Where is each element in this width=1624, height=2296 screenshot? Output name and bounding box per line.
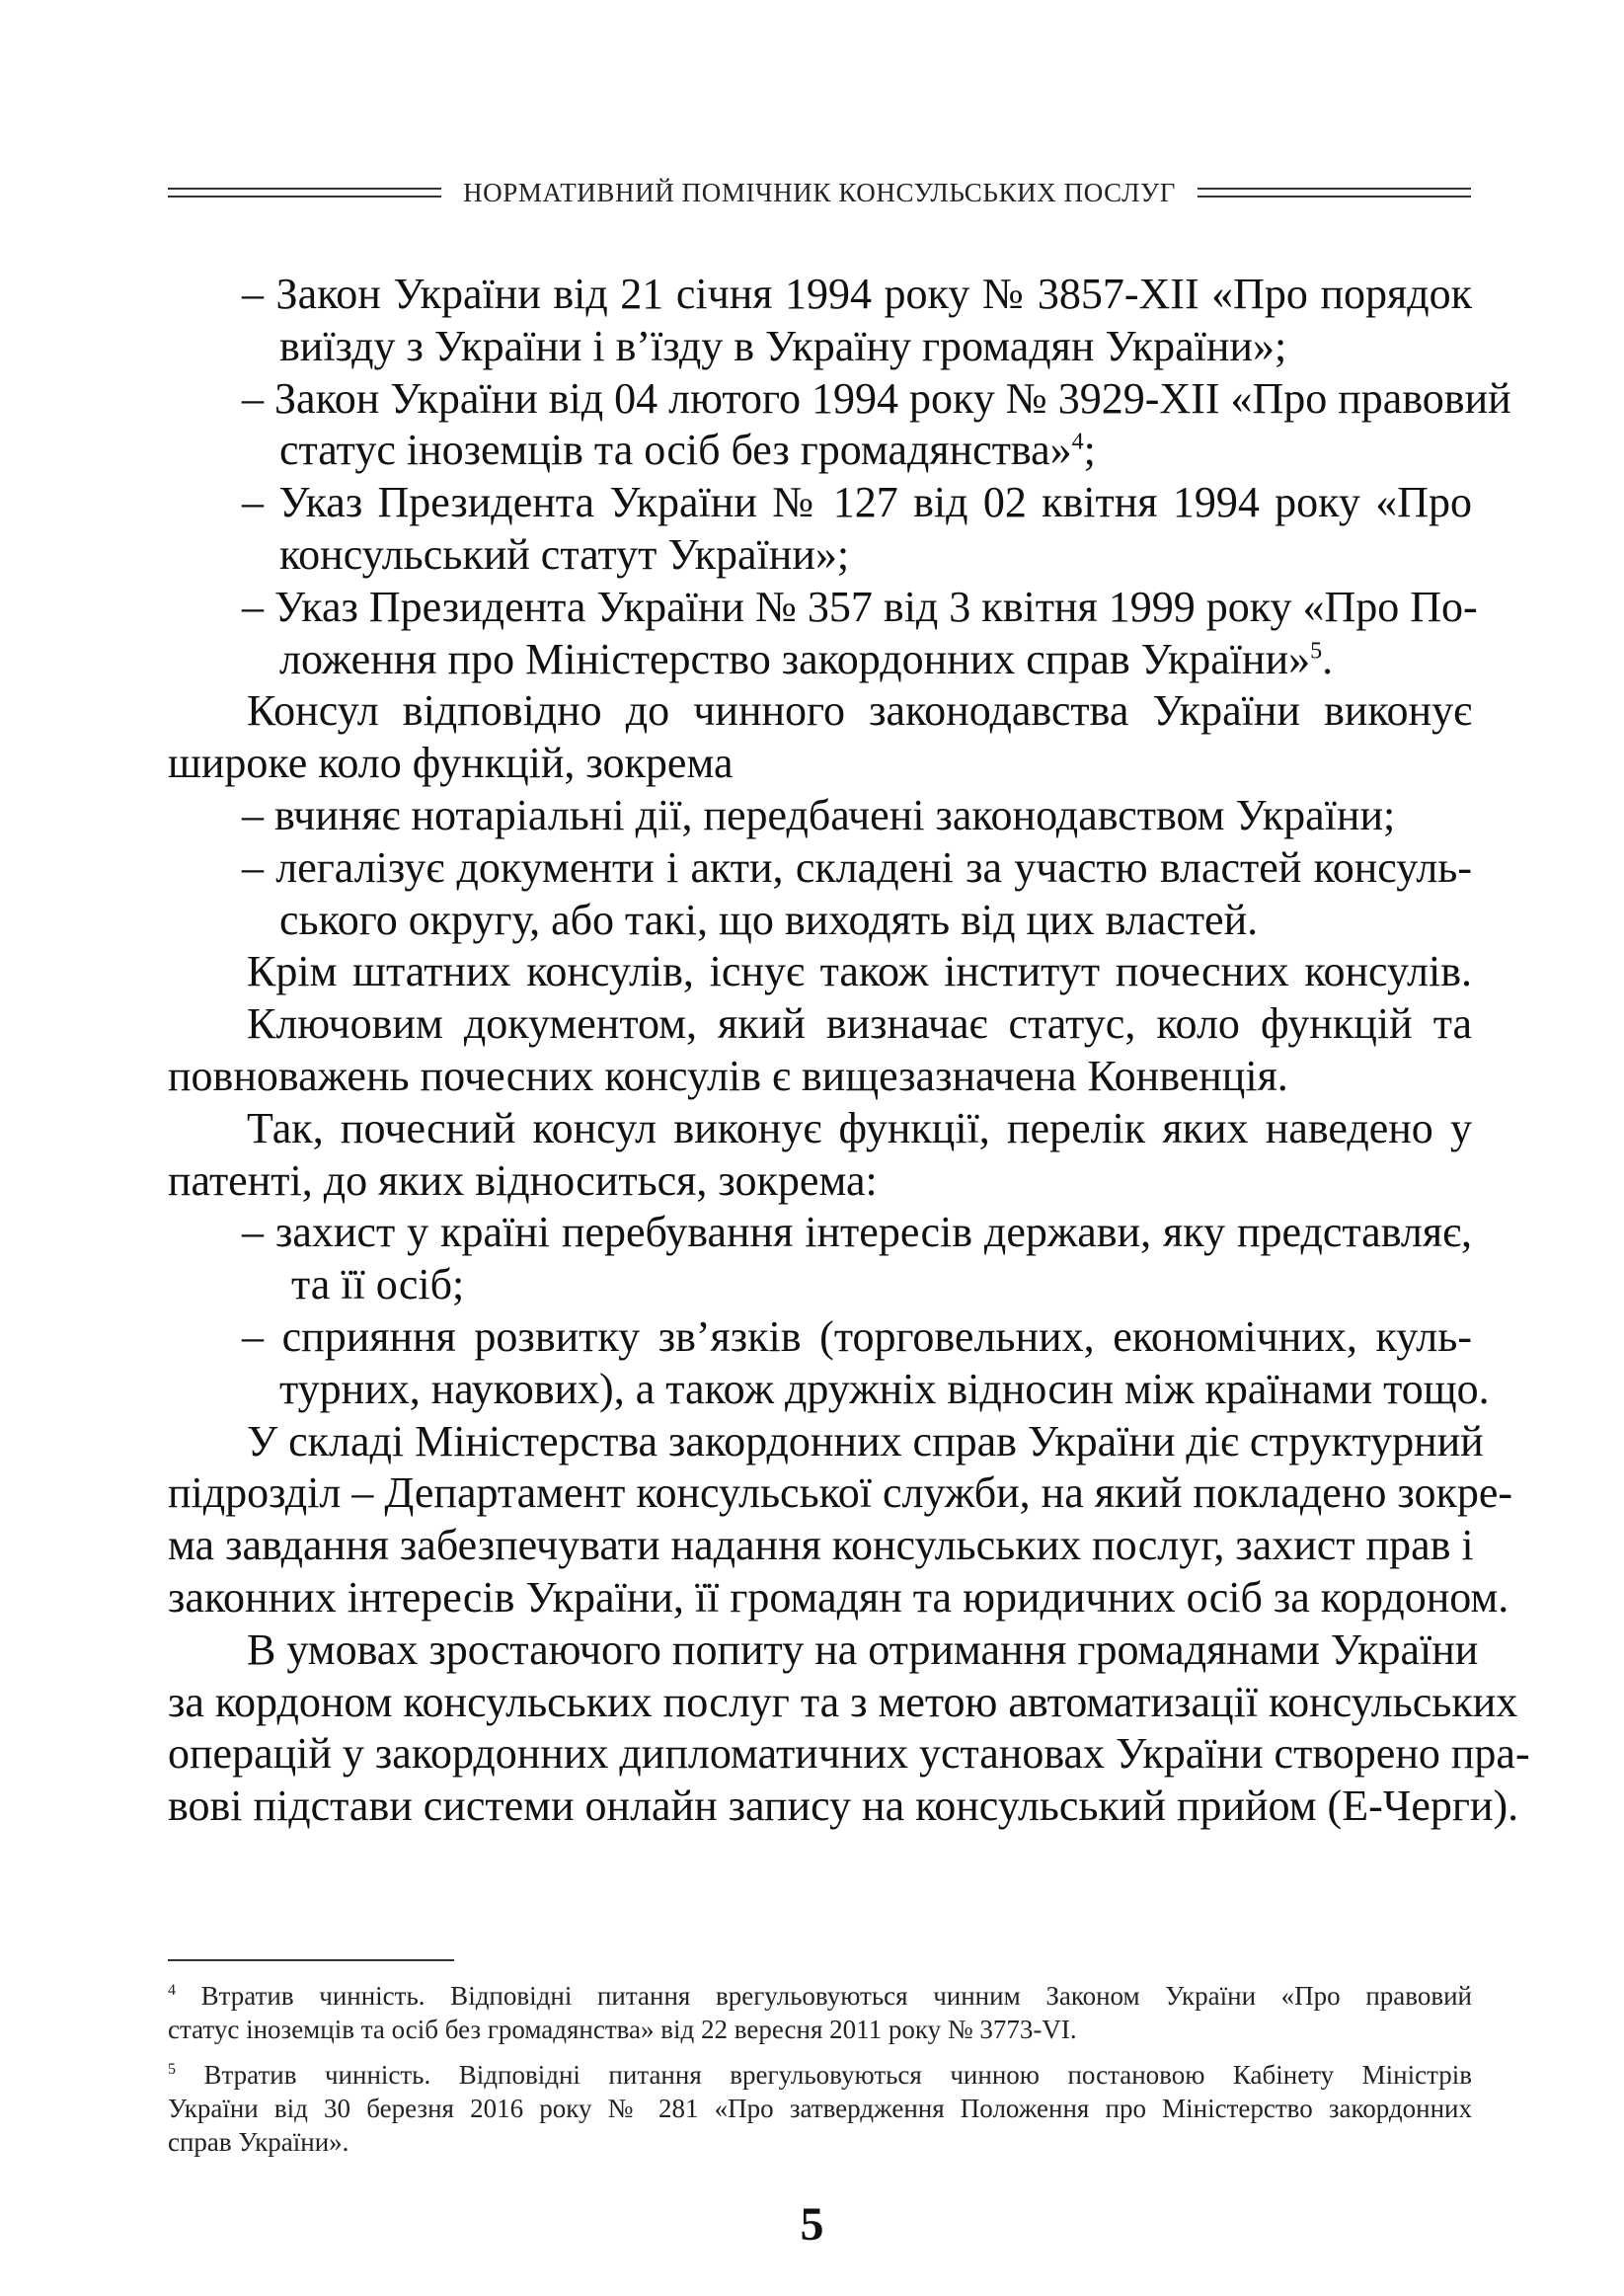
header-title: НОРМАТИВНИЙ ПОМІЧНИК КОНСУЛЬСЬКИХ ПОСЛУГ — [463, 177, 1176, 207]
list-item-text: ського округу, або такі, що виходять від цих властей. — [279, 895, 1259, 944]
footnote-mark: 5 — [168, 2061, 176, 2078]
list-item-text-tail: ; — [1083, 426, 1096, 475]
paragraph-line: підрозділ – Департамент консульської служби, на який покладено зокре- — [168, 1468, 1513, 1518]
paragraph-line: В умовах зростаючого попиту на отримання громадянами України — [247, 1624, 1479, 1674]
footnote-line — [168, 2058, 1472, 2092]
footnotes — [168, 1979, 1472, 2159]
paragraph-line: операцій у закордонних дипломатичних установах України створено пра- — [168, 1729, 1530, 1779]
list-item-text: виїзду з України і в’їзду в Україну громадян України»; — [279, 321, 1287, 370]
footnote-text: Втратив чинність. Відповідні питання врегульовуються чинним Законом України «Про правовий — [176, 1981, 1472, 2011]
list-item-text: турних, наукових), а також дружніх відносин між країнами тощо. — [279, 1364, 1490, 1413]
list-item-text: консульський статут України»; — [279, 529, 850, 579]
paragraph-line: широке коло функцій, зокрема — [168, 739, 734, 788]
footnote-line: справ України». — [168, 2127, 349, 2157]
list-item-text: – Указ Президента України № 357 від 3 квітня 1999 року «Про По- — [242, 582, 1478, 631]
paragraph-line: вові підстави системи онлайн запису на консульський прийом (Е-Черги). — [168, 1781, 1519, 1831]
list-item-text: – сприяння розвитку зв’язків (торговельних, економічних, куль- — [242, 1311, 1472, 1361]
paragraph-line: Ключовим документом, який визначає статус, коло функцій та — [247, 999, 1472, 1049]
list-item-text: – захист у країні перебування інтересів держави, яку представляє, — [242, 1208, 1472, 1257]
paragraph-line: Так, почесний консул виконує функції, перелік яких наведено у — [247, 1103, 1472, 1152]
paragraph-line: У складі Міністерства закордонних справ України діє структурний — [247, 1416, 1484, 1465]
footnote-text: Втратив чинність. Відповідні питання врегульовуються чинною постановою Кабінету Міністрів — [176, 2060, 1472, 2090]
running-header — [168, 178, 1471, 207]
footnote-line — [168, 1979, 1472, 2013]
list-item-text-tail: . — [1322, 634, 1334, 683]
list-item-text — [168, 634, 1472, 686]
list-item-text: – легалізує документи і акти, складені за участю властей консуль- — [242, 842, 1472, 892]
header-rule-right — [1198, 188, 1471, 198]
list-item-text: – Указ Президента України № 127 від 02 квітня 1994 року «Про — [242, 478, 1472, 527]
list-item-text — [168, 425, 1472, 477]
list-item-text: – Закон України від 21 січня 1994 року № 3857-XII «Про порядок — [242, 270, 1472, 318]
paragraph-line: повноважень почесних консулів є вищезазначена Конвенція. — [168, 1051, 1288, 1100]
page-number: 5 — [800, 2198, 824, 2251]
footnote-line: статус іноземців та осіб без громадянства» від 22 вересня 2011 року № 3773-VI. — [168, 2015, 1077, 2044]
list-item-text: – вчиняє нотаріальні дії, передбачені законодавством України; — [242, 790, 1396, 839]
paragraph-line: за кордоном консульських послуг та з метою автоматизації консульських — [168, 1677, 1518, 1726]
list-item-text: – Закон України від 04 лютого 1994 року № 3929-XII «Про правовий — [242, 373, 1511, 423]
footnote-mark: 4 — [168, 1982, 176, 1999]
paragraph-line: Консул відповідно до чинного законодавства України виконує — [247, 686, 1472, 736]
paragraph-line: законних інтересів України, її громадян та юридичних осіб за кордоном. — [168, 1572, 1509, 1622]
footnote-ref: 5 — [1310, 637, 1323, 664]
paragraph-line: Крім штатних консулів, існує також інститут почесних консулів. — [247, 947, 1472, 996]
main-text — [168, 269, 1530, 1833]
list-item-text-part: статус іноземців та осіб без громадянства» — [279, 426, 1072, 475]
footnote-separator — [168, 1959, 454, 1961]
header-rule-left — [168, 188, 441, 198]
paragraph-line: патенті, до яких відноситься, зокрема: — [168, 1155, 878, 1205]
paragraph-line: ма завдання забезпечувати надання консульських послуг, захист прав і — [168, 1521, 1474, 1570]
list-item-text-part: ложення про Міністерство закордонних справ України» — [279, 634, 1311, 683]
list-item-text: та її осіб; — [291, 1260, 465, 1309]
footnote-ref: 4 — [1071, 429, 1084, 455]
footnote-line: України від 30 березня 2016 року № 281 «Про затвердження Положення про Міністерство закордонних — [168, 2094, 1472, 2123]
